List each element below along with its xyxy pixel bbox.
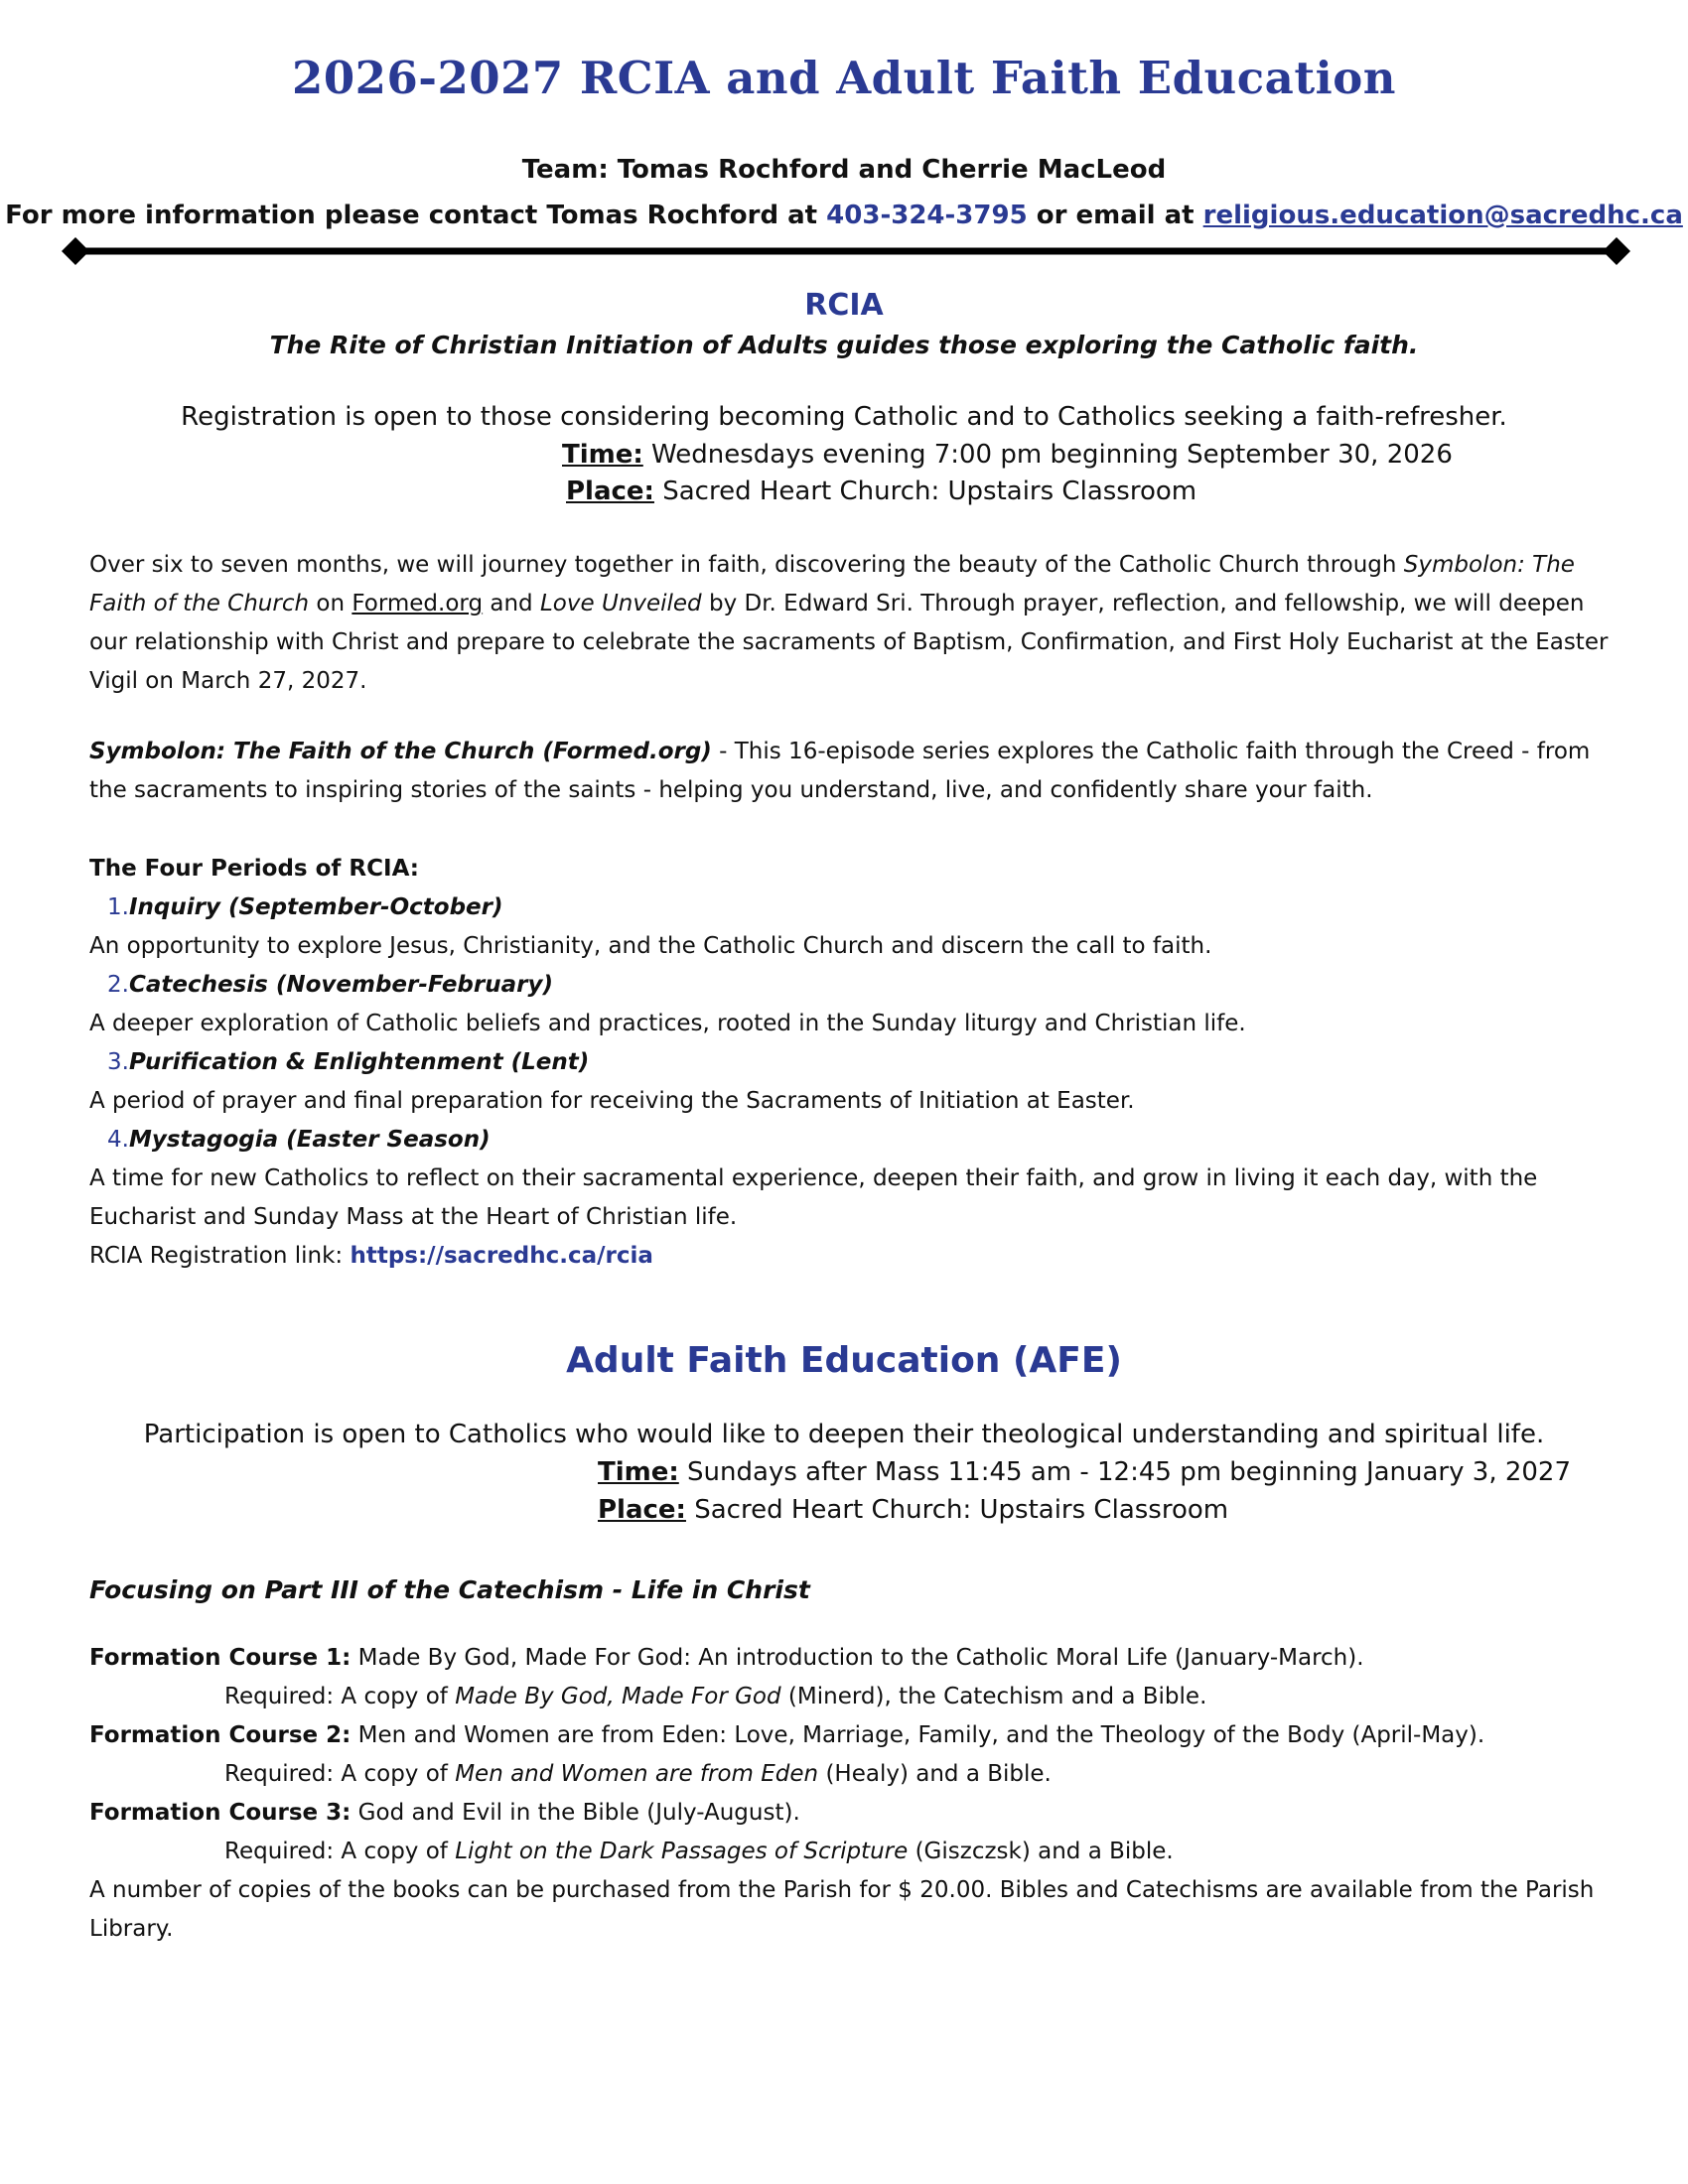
- rcia-registration-link-line: [89, 1237, 653, 1276]
- period-description: A deeper exploration of Catholic beliefs and practices, rooted in the Sunday liturgy and Christian life.: [89, 1011, 1246, 1036]
- course-description: Made By God, Made For God: An introduction to the Catholic Moral Life (January-March).: [351, 1645, 1364, 1671]
- symbolon-title: Symbolon: The Faith of the Church (Formed.org): [89, 739, 712, 764]
- course-requirement: [224, 1678, 1206, 1716]
- course-label: Formation Course 2:: [89, 1722, 352, 1748]
- requirement-prefix: Required: A copy of: [224, 1761, 456, 1787]
- contact-middle: or email at: [1036, 201, 1195, 230]
- period-name: Mystagogia (Easter Season): [128, 1127, 491, 1153]
- rcia-registration-link[interactable]: https://sacredhc.ca/rcia: [350, 1243, 653, 1269]
- afe-place-value: Sacred Heart Church: Upstairs Classroom: [694, 1495, 1229, 1525]
- period-description: An opportunity to explore Jesus, Christianity, and the Catholic Church and discern the call to faith.: [89, 933, 1212, 959]
- afe-focus: Focusing on Part III of the Catechism - Life in Christ: [89, 1575, 810, 1604]
- header-divider: [62, 234, 1630, 268]
- rcia-time-label: Time:: [562, 440, 643, 470]
- period-number: 4.: [107, 1127, 129, 1153]
- course-label: Formation Course 1:: [89, 1645, 352, 1671]
- requirement-suffix: (Healy) and a Bible.: [818, 1761, 1052, 1787]
- afe-heading: Adult Faith Education (AFE): [566, 1340, 1122, 1381]
- contact-email-link[interactable]: religious.education@sacredhc.ca: [1202, 201, 1683, 230]
- period-description: A time for new Catholics to reflect on their sacramental experience, deepen their faith, and grow in living it each day, with the Eucharist and Sunday Mass at the Heart of Christian life.: [89, 1165, 1538, 1230]
- symbolon-paragraph: [89, 733, 1609, 810]
- formation-course: [89, 1639, 1364, 1678]
- requirement-prefix: Required: A copy of: [224, 1684, 456, 1709]
- requirement-suffix: (Minerd), the Catechism and a Bible.: [780, 1684, 1207, 1709]
- periods-heading: The Four Periods of RCIA:: [89, 856, 420, 882]
- afe-time: [598, 1457, 1571, 1487]
- rcia-place: [566, 477, 1196, 506]
- formation-course: [89, 1716, 1484, 1755]
- period-name: Purification & Enlightenment (Lent): [128, 1049, 590, 1075]
- rcia-time: [562, 440, 1453, 470]
- registration-link-label: RCIA Registration link:: [89, 1243, 351, 1269]
- symbolon-description: - This 16-episode series explores the Catholic faith through the Creed - from the sacraments to inspiring stories of the saints - helping you understand, live, and confidently share your faith.: [89, 739, 1591, 803]
- rcia-tagline: The Rite of Christian Initiation of Adults guides those exploring the Catholic faith.: [269, 331, 1419, 359]
- formation-course: [89, 1794, 800, 1833]
- period-item: [107, 1121, 491, 1160]
- team-line: Team: Tomas Rochford and Cherrie MacLeod: [521, 155, 1167, 185]
- requirement-suffix: (Giszczsk) and a Bible.: [908, 1839, 1174, 1864]
- required-book: Light on the Dark Passages of Scripture: [455, 1839, 909, 1864]
- course-requirement: [224, 1833, 1174, 1871]
- required-book: Made By God, Made For God: [455, 1684, 781, 1709]
- rcia-intro-paragraph: [89, 546, 1609, 701]
- intro-text-1: Over six to seven months, we will journey together in faith, discovering the beauty of the Catholic Church through: [89, 552, 1404, 578]
- period-item: [107, 966, 553, 1005]
- rcia-place-value: Sacred Heart Church: Upstairs Classroom: [662, 477, 1197, 506]
- intro-text-2: on: [309, 591, 352, 616]
- afe-place: [598, 1495, 1228, 1525]
- contact-line: [0, 201, 1688, 230]
- period-name: Catechesis (November-February): [128, 972, 553, 998]
- period-description: A period of prayer and final preparation for receiving the Sacraments of Initiation at Easter.: [89, 1088, 1135, 1114]
- course-requirement: [224, 1755, 1052, 1794]
- period-number: 3.: [107, 1049, 129, 1075]
- rcia-time-value: Wednesdays evening 7:00 pm beginning September 30, 2026: [651, 440, 1453, 470]
- period-item: [107, 1043, 589, 1082]
- rcia-place-label: Place:: [566, 477, 654, 506]
- afe-time-label: Time:: [598, 1457, 679, 1487]
- rcia-heading: RCIA: [804, 288, 884, 323]
- intro-love-unveiled: Love Unveiled: [539, 591, 702, 616]
- requirement-prefix: Required: A copy of: [224, 1839, 456, 1864]
- course-description: Men and Women are from Eden: Love, Marriage, Family, and the Theology of the Body (April-May).: [351, 1722, 1485, 1748]
- contact-phone[interactable]: 403-324-3795: [826, 201, 1028, 230]
- course-label: Formation Course 3:: [89, 1800, 352, 1826]
- intro-text-4: by Dr. Edward Sri. Through prayer, reflection, and fellowship, we will deepen our relationship with Christ and prepare to celebrate the sacraments of Baptism, Confirmation, and First Holy Eucharist at the Easter Vigil on March 27, 2027.: [89, 591, 1609, 694]
- period-name: Inquiry (September-October): [128, 894, 503, 920]
- afe-time-value: Sundays after Mass 11:45 am - 12:45 pm beginning January 3, 2027: [687, 1457, 1572, 1487]
- afe-place-label: Place:: [598, 1495, 686, 1525]
- required-book: Men and Women are from Eden: [455, 1761, 819, 1787]
- period-number: 2.: [107, 972, 129, 998]
- period-item: [107, 888, 503, 927]
- intro-symbolon-title: Symbolon: The Faith of the Church: [89, 552, 1575, 616]
- contact-prefix: For more information please contact Tomas Rochford at: [5, 201, 818, 230]
- rcia-registration: Registration is open to those considering becoming Catholic and to Catholics seeking a faith-refresher.: [181, 402, 1507, 432]
- course-description: God and Evil in the Bible (July-August).: [351, 1800, 800, 1826]
- formed-link[interactable]: Formed.org: [352, 591, 484, 616]
- document-title: 2026-2027 RCIA and Adult Faith Education: [292, 52, 1396, 104]
- intro-text-3: and: [483, 591, 540, 616]
- afe-participation: Participation is open to Catholics who would like to deepen their theological understanding and spiritual life.: [143, 1420, 1545, 1449]
- books-note: A number of copies of the books can be purchased from the Parish for $ 20.00. Bibles and Catechisms are available from the Parish Library.: [89, 1877, 1595, 1942]
- period-number: 1.: [107, 894, 129, 920]
